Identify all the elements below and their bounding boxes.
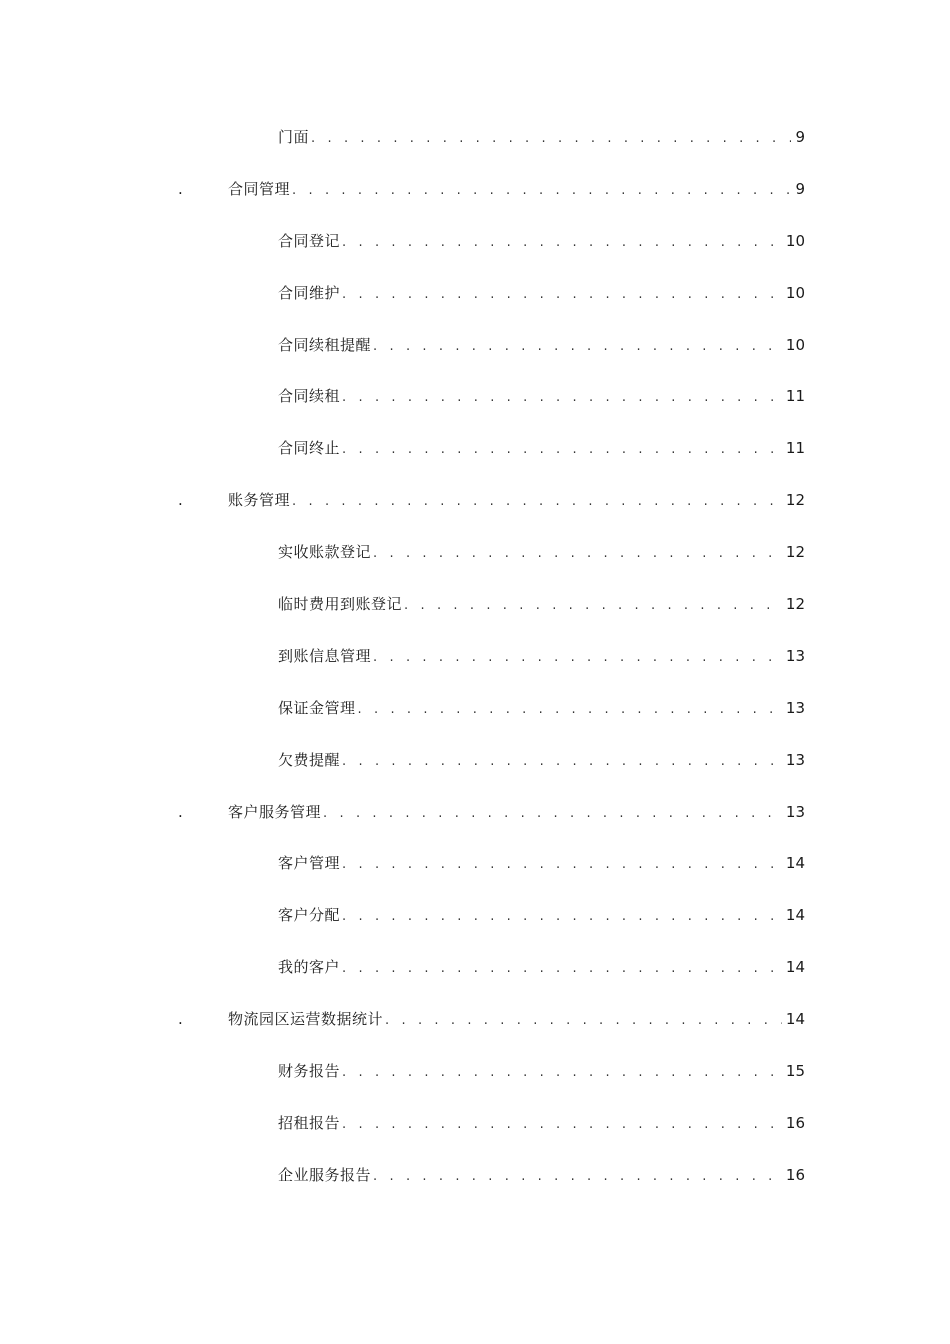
toc-entry-page-number: 13 (785, 646, 805, 665)
toc-entry-line (278, 645, 805, 667)
toc-entry[interactable] (0, 942, 950, 994)
toc-entry-label: 实收账款登记 (278, 543, 372, 562)
toc-entry-label: 合同登记 (278, 231, 341, 250)
toc-entry-line (228, 801, 805, 823)
toc-entry-line (228, 178, 805, 200)
toc-entry[interactable] (0, 787, 950, 839)
toc-entry-label: 临时费用到账登记 (278, 595, 403, 614)
toc-entry-line (278, 230, 805, 252)
dot-leader (373, 543, 782, 565)
toc-entry-marker: . (178, 1010, 183, 1029)
toc-entry-page-number: 13 (785, 750, 805, 769)
toc-entry-label: 账务管理 (228, 491, 291, 510)
toc-entry-line (278, 852, 805, 874)
table-of-contents (0, 112, 950, 1202)
toc-entry-page-number: 10 (785, 335, 805, 354)
toc-entry-line (278, 541, 805, 563)
toc-entry-line (278, 697, 805, 719)
toc-entry-line (278, 956, 805, 978)
toc-entry-page-number: 13 (785, 698, 805, 717)
toc-entry-line (278, 904, 805, 926)
toc-entry-page-number: 12 (785, 491, 805, 510)
toc-entry[interactable] (0, 735, 950, 787)
toc-entry-page-number: 14 (785, 958, 805, 977)
toc-entry[interactable] (0, 890, 950, 942)
toc-entry-label: 合同终止 (278, 439, 341, 458)
toc-entry[interactable] (0, 1098, 950, 1150)
toc-entry[interactable] (0, 1150, 950, 1202)
toc-entry-label: 我的客户 (278, 958, 341, 977)
toc-entry-line (278, 126, 805, 148)
toc-entry-label: 物流园区运营数据统计 (228, 1010, 384, 1029)
toc-entry[interactable] (0, 164, 950, 216)
toc-entry-page-number: 9 (795, 128, 805, 146)
toc-entry[interactable] (0, 320, 950, 372)
toc-entry-label: 客户管理 (278, 854, 341, 873)
toc-entry-line (278, 749, 805, 771)
toc-entry-marker: . (178, 179, 183, 198)
toc-entry[interactable] (0, 1046, 950, 1098)
dot-leader (323, 803, 782, 825)
toc-entry-line (228, 489, 805, 511)
toc-entry-page-number: 14 (785, 906, 805, 925)
toc-entry[interactable] (0, 268, 950, 320)
toc-entry-label: 合同维护 (278, 283, 341, 302)
toc-entry-label: 欠费提醒 (278, 750, 341, 769)
toc-entry-line (278, 593, 805, 615)
dot-leader (342, 387, 782, 409)
dot-leader (292, 180, 791, 202)
toc-entry-label: 合同续租 (278, 387, 341, 406)
dot-leader (342, 958, 782, 980)
toc-entry-label: 企业服务报告 (278, 1165, 372, 1184)
toc-entry-line (278, 1112, 805, 1134)
toc-entry-page-number: 14 (785, 854, 805, 873)
toc-entry-line (278, 1060, 805, 1082)
dot-leader (342, 284, 782, 306)
toc-entry-line (278, 385, 805, 407)
toc-entry-label: 合同续租提醒 (278, 335, 372, 354)
toc-entry[interactable] (0, 112, 950, 164)
toc-entry-line (228, 1008, 805, 1030)
dot-leader (358, 699, 782, 721)
dot-leader (385, 1010, 782, 1032)
toc-entry-marker: . (178, 491, 183, 510)
toc-entry-page-number: 12 (785, 543, 805, 562)
dot-leader (373, 336, 782, 358)
toc-entry-page-number: 16 (785, 1165, 805, 1184)
toc-entry-label: 门面 (278, 128, 310, 146)
toc-entry-label: 财务报告 (278, 1062, 341, 1081)
dot-leader (342, 232, 782, 254)
dot-leader (342, 854, 782, 876)
toc-entry-label: 合同管理 (228, 179, 291, 198)
dot-leader (342, 1114, 782, 1136)
toc-entry[interactable] (0, 371, 950, 423)
dot-leader (404, 595, 782, 617)
toc-entry-label: 客户服务管理 (228, 802, 322, 821)
toc-entry[interactable] (0, 216, 950, 268)
toc-entry[interactable] (0, 475, 950, 527)
dot-leader (311, 128, 791, 150)
toc-entry-page-number: 13 (785, 802, 805, 821)
toc-entry[interactable] (0, 838, 950, 890)
toc-entry-marker: . (178, 802, 183, 821)
toc-entry-page-number: 11 (785, 439, 805, 458)
toc-entry-line (278, 437, 805, 459)
toc-entry-label: 保证金管理 (278, 698, 356, 717)
dot-leader (373, 1166, 782, 1188)
dot-leader (342, 439, 782, 461)
toc-entry-line (278, 282, 805, 304)
toc-entry-page-number: 14 (785, 1010, 805, 1029)
toc-entry-page-number: 11 (785, 387, 805, 406)
toc-entry-page-number: 9 (795, 179, 805, 198)
toc-entry-label: 到账信息管理 (278, 646, 372, 665)
toc-entry[interactable] (0, 527, 950, 579)
toc-entry-line (278, 1164, 805, 1186)
toc-entry-page-number: 10 (785, 283, 805, 302)
toc-entry-page-number: 16 (785, 1113, 805, 1132)
toc-entry-label: 招租报告 (278, 1113, 341, 1132)
dot-leader (342, 751, 782, 773)
dot-leader (342, 1062, 782, 1084)
dot-leader (342, 906, 782, 928)
toc-entry[interactable] (0, 631, 950, 683)
dot-leader (373, 647, 782, 669)
toc-entry-page-number: 15 (785, 1062, 805, 1081)
toc-entry[interactable] (0, 579, 950, 631)
toc-entry[interactable] (0, 994, 950, 1046)
toc-entry-page-number: 12 (785, 595, 805, 614)
toc-entry[interactable] (0, 423, 950, 475)
toc-entry-page-number: 10 (785, 231, 805, 250)
toc-entry-label: 客户分配 (278, 906, 341, 925)
toc-entry-line (278, 334, 805, 356)
toc-entry[interactable] (0, 683, 950, 735)
dot-leader (292, 491, 782, 513)
